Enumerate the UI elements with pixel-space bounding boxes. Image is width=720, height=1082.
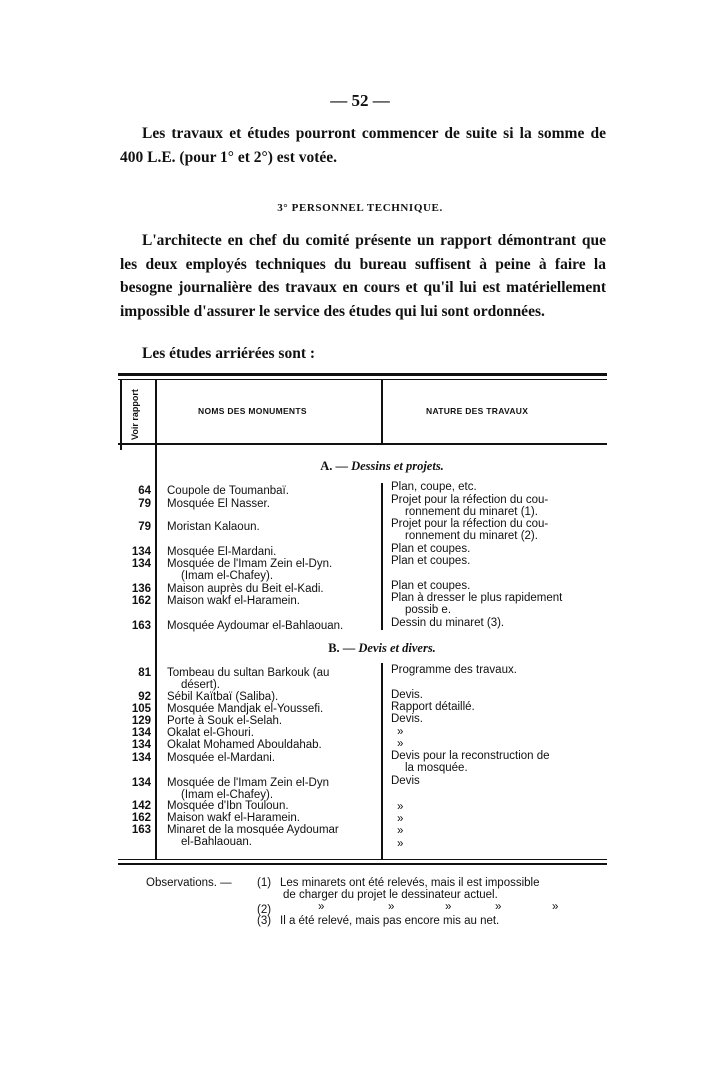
work-ditto: » [397,838,404,850]
monument-name: Tombeau du sultan Barkouk (au [167,667,330,679]
table-header-rule [118,443,607,445]
section-a-label: A. — [320,459,348,473]
note-3-marker: (3) [257,915,272,927]
monument-name: Maison wakf el-Haramein. [167,595,300,607]
ref-number: 142 [131,800,151,812]
work-nature: Plan et coupes. [391,555,471,567]
ref-number: 134 [131,752,151,764]
monument-name: Mosquée El Nasser. [167,498,270,510]
note-1-text: Les minarets ont été relevés, mais il est impossible [280,877,540,889]
monument-name: Minaret de la mosquée Aydoumar [167,824,339,836]
column-divider-ref-left [120,380,122,450]
monument-name: Okalat el-Ghouri. [167,727,254,739]
work-ditto: » [397,738,404,750]
work-nature: Projet pour la réfection du cou- [391,518,549,530]
work-ditto: » [397,825,404,837]
monument-name: Okalat Mohamed Abouldahab. [167,739,322,751]
table-bottom-rule [118,859,607,860]
work-nature: Plan et coupes. [391,580,471,592]
note-2-ditto: » [318,901,325,913]
ref-number: 136 [131,583,151,595]
work-nature: Devis pour la reconstruction de [391,750,550,762]
work-nature: Devis [391,775,420,787]
monument-name: Mosquée de l'Imam Zein el-Dyn [167,777,329,789]
work-nature: Rapport détaillé. [391,701,475,713]
column-divider-works-head [381,380,383,444]
work-nature-continued: possib e. [405,604,452,616]
work-ditto: » [397,813,404,825]
column-header-name: NOMS DES MONUMENTS [198,406,307,416]
column-divider-works-a [381,483,383,630]
monument-name-continued: (Imam el-Chafey). [181,570,274,582]
section-a-heading [158,459,606,474]
note-2-ditto: » [552,901,559,913]
monument-name-continued: el-Bahlaouan. [181,836,252,848]
note-2-ditto: » [388,901,395,913]
monument-name-continued: désert). [181,679,220,691]
ref-number: 162 [131,812,151,824]
monument-name: Porte à Souk el-Selah. [167,715,283,727]
section-b-heading [158,641,606,656]
work-nature: Devis. [391,689,423,701]
note-2-ditto: » [495,901,502,913]
monument-name: Mosquée de l'Imam Zein el-Dyn. [167,558,333,570]
work-nature: Plan et coupes. [391,543,471,555]
section-b-title: Devis et divers. [358,641,436,655]
ref-number: 81 [138,667,151,679]
monument-name: Mosquée Mandjak el-Youssefi. [167,703,324,715]
monument-name: Mosquée el-Mardani. [167,752,276,764]
ref-number: 134 [131,739,151,751]
note-1-marker: (1) [257,877,272,889]
monument-name: Coupole de Toumanbaï. [167,485,289,497]
monument-name: Mosquée El-Mardani. [167,546,277,558]
column-divider-ref [155,380,157,859]
ref-number: 79 [138,521,151,533]
monument-name: Mosquée d'Ibn Touloun. [167,800,289,812]
ref-number: 134 [131,727,151,739]
ref-number: 134 [131,546,151,558]
paragraph-funding: Les travaux et études pourront commencer de suite si la somme de 400 L.E. (pour 1° et 2°) est votée. [120,125,606,166]
ref-number: 163 [131,620,151,632]
work-nature: Programme des travaux. [391,664,517,676]
monument-name: Sébil Kaïtbaï (Saliba). [167,691,279,703]
monument-name: Maison auprès du Beit el-Kadi. [167,583,324,595]
section-b-label: B. — [328,641,356,655]
ref-number: 92 [138,691,151,703]
column-divider-works-b [381,663,383,859]
note-3-text: Il a été relevé, mais pas encore mis au net. [280,915,500,927]
observations-label: Observations. — [146,877,232,889]
ref-number: 129 [131,715,151,727]
section-a-title: Dessins et projets. [351,459,444,473]
column-header-work: NATURE DES TRAVAUX [426,406,529,416]
work-nature: Plan, coupe, etc. [391,481,477,493]
ref-number: 79 [138,498,151,510]
ref-number: 64 [138,485,151,497]
note-2-marker: (2) [257,904,272,916]
work-nature-continued: ronnement du minaret (1). [405,506,538,518]
table-bottom-rule-thick [118,863,607,865]
work-ditto: » [397,726,404,738]
paragraph-intro-list: Les études arriérées sont : [142,345,316,362]
work-nature: Devis. [391,713,423,725]
work-nature-continued: ronnement du minaret (2). [405,530,538,542]
ref-number: 163 [131,824,151,836]
ref-number: 162 [131,595,151,607]
work-nature: Plan à dresser le plus rapidement [391,592,563,604]
note-2-ditto: » [445,901,452,913]
monument-name-continued: (Imam el-Chafey). [181,789,274,801]
table-top-rule [118,373,607,376]
work-nature: Projet pour la réfection du cou- [391,494,549,506]
table-top-rule-thin [118,379,607,380]
monument-name: Mosquée Aydoumar el-Bahlaouan. [167,620,344,632]
ref-number: 105 [131,703,151,715]
section-heading: 3° PERSONNEL TECHNIQUE. [277,202,443,214]
ref-number: 134 [131,777,151,789]
work-nature: Dessin du minaret (3). [391,617,505,629]
paragraph-report: L'architecte en chef du comité présente un rapport démontrant que les deux employés techniques du bureau suffisent à peine à faire la besogne journalière des travaux en cours et qu'il lui est matériellement impossible d'assurer le service des études qui lui sont ordonnées. [120,232,606,320]
column-header-ref: Voir rapport [130,389,140,440]
work-ditto: » [397,801,404,813]
ref-number: 134 [131,558,151,570]
page-number: — 52 — [330,91,390,110]
work-nature-continued: la mosquée. [405,762,468,774]
monument-name: Maison wakf el-Haramein. [167,812,300,824]
monument-name: Moristan Kalaoun. [167,521,260,533]
note-1-text-continued: de charger du projet le dessinateur actuel. [283,889,498,901]
